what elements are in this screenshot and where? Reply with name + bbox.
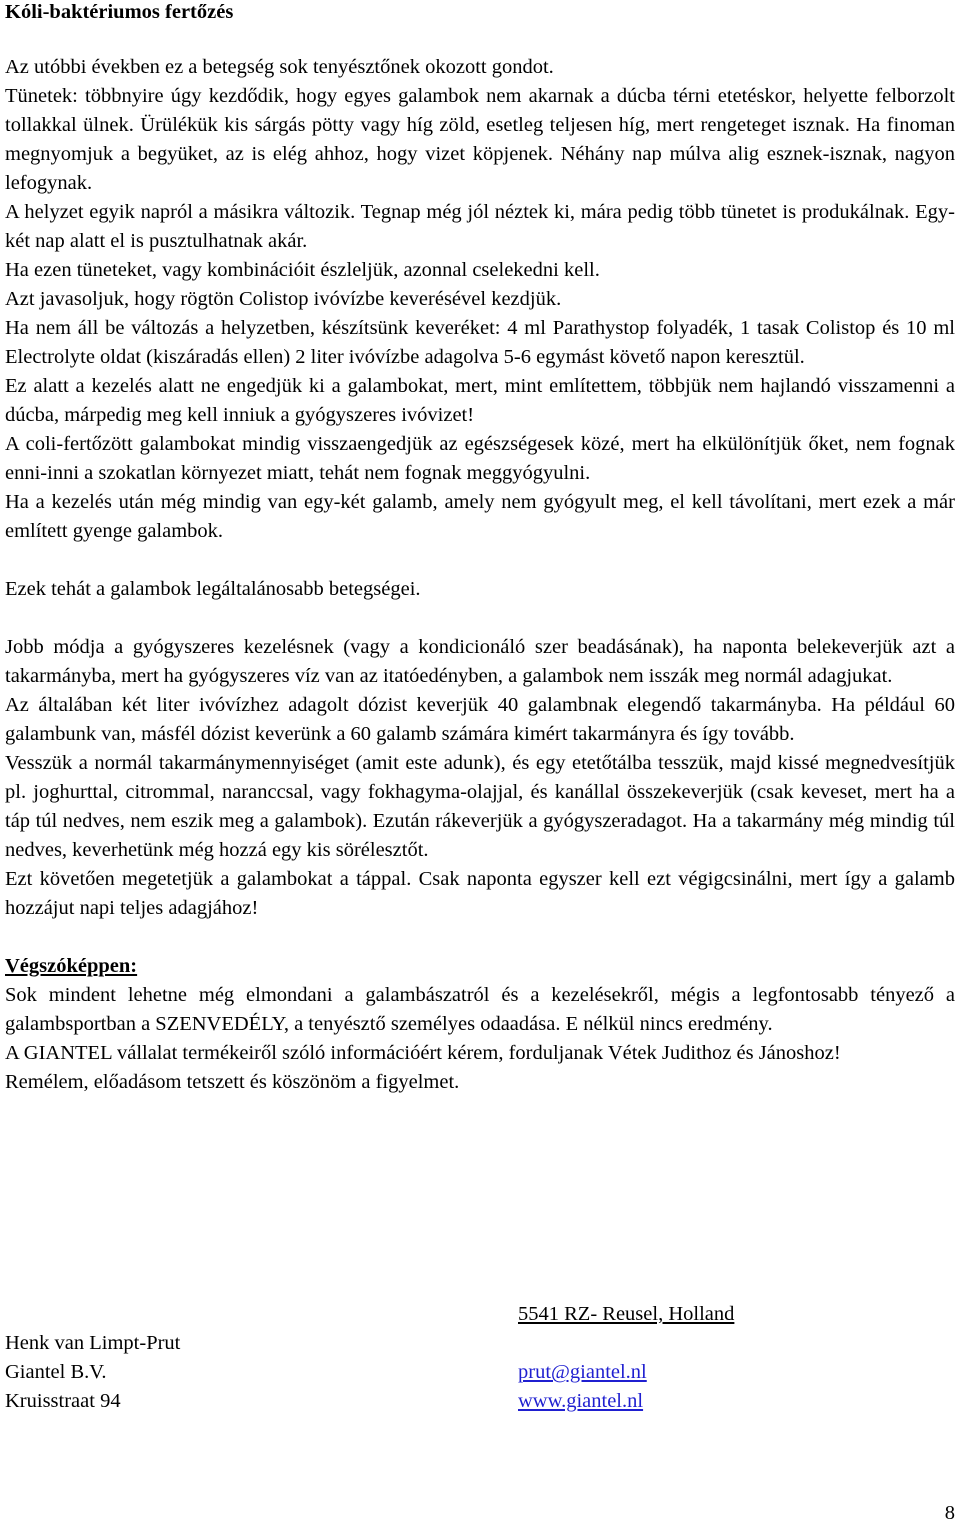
summary-paragraph: Ezek tehát a galambok legáltalánosabb betegségei. bbox=[5, 578, 421, 600]
company-name: Giantel B.V. bbox=[5, 1361, 107, 1383]
paragraph: Ha a kezelés után még mindig van egy-két galamb, amely nem gyógyult meg, el kell távolítani, mert ezek a már említett gyenge galambok. bbox=[5, 491, 955, 542]
paragraph: Ezt követően megetetjük a galambokat a táppal. Csak naponta egyszer kell ezt végigcsinálni, mert így a galamb hozzájut napi teljes adagjához! bbox=[5, 868, 955, 919]
email-link[interactable]: prut@giantel.nl bbox=[518, 1361, 647, 1383]
closing-heading: Végszóképpen: bbox=[5, 955, 138, 977]
paragraph: Vesszük a normál takarmánymennyiséget (amit este adunk), és egy etetőtálba tesszük, majd kissé megnedvesítjük pl. joghurttal, citrommal, naranccsal, vagy fokhagyma-olajjal, és kanállal összekeverjük (csak keveset, mert ha a táp túl nedves, nem eszik meg a galambok). Ezután rákeverjük a gyógyszeradagot. Ha a takarmány még mindig túl nedves, keverhetünk még hozzá egy kis sörélesztőt. bbox=[5, 752, 955, 861]
paragraph: A coli-fertőzött galambokat mindig visszaengedjük az egészségesek közé, mert ha elkülönítjük őket, nem fognak enni-inni a szokatlan környezet miatt, tehát nem fognak meggyógyulni. bbox=[5, 433, 955, 484]
paragraph: Jobb módja a gyógyszeres kezelésnek (vagy a kondicionáló szer beadásának), ha naponta belekeverjük azt a takarmányba, mert ha gyógyszeres víz van az itatóedényben, a galambok nem isszák meg normál adagjukat. bbox=[5, 636, 955, 687]
paragraph: Az utóbbi években ez a betegség sok tenyésztőnek okozott gondot. bbox=[5, 56, 554, 78]
postal-address: 5541 RZ- Reusel, Holland bbox=[518, 1303, 735, 1325]
paragraph: Azt javasoljuk, hogy rögtön Colistop ivóvízbe keverésével kezdjük. bbox=[5, 288, 562, 310]
contact-name: Henk van Limpt-Prut bbox=[5, 1332, 181, 1354]
paragraph: Remélem, előadásom tetszett és köszönöm a figyelmet. bbox=[5, 1071, 460, 1093]
website-link[interactable]: www.giantel.nl bbox=[518, 1390, 644, 1412]
paragraph: Ha ezen tüneteket, vagy kombinációit észleljük, azonnal cselekedni kell. bbox=[5, 259, 600, 281]
paragraph: Ha nem áll be változás a helyzetben, készítsünk keveréket: 4 ml Parathystop folyadék, 1 tasak Colistop és 10 ml Electrolyte oldat (kiszáradás ellen) 2 liter ivóvízbe adagolva 5-6 egymást követő napon keresztül. bbox=[5, 317, 955, 368]
paragraph: Az általában két liter ivóvízhez adagolt dózist keverjük 40 galambnak elegendő takarmányba. Ha például 60 galambunk van, másfél dózist keverünk a 60 galamb számára kimért takarmányra és így tovább. bbox=[5, 694, 955, 745]
paragraph: Ez alatt a kezelés alatt ne engedjük ki a galambokat, mert, mint említettem, többjük nem hajlandó visszamenni a dúcba, márpedig meg kell inniuk a gyógyszeres ivóvizet! bbox=[5, 375, 955, 426]
paragraph: Sok mindent lehetne még elmondani a galambászatról és a kezelésekről, mégis a legfontosabb tényező a galambsportban a SZENVEDÉLY, a tenyésztő személyes odaadása. E nélkül nincs eredmény. bbox=[5, 984, 955, 1035]
page-number: 8 bbox=[944, 1502, 955, 1524]
page-title: Kóli-baktériumos fertőzés bbox=[5, 1, 234, 23]
coli-section bbox=[5, 53, 955, 1097]
paragraph: A GIANTEL vállalat termékeiről szóló információért kérem, forduljanak Vétek Judithoz és Jánoshoz! bbox=[5, 1042, 841, 1064]
contact-block bbox=[5, 1300, 955, 1416]
street-address: Kruisstraat 94 bbox=[5, 1390, 121, 1412]
paragraph: A helyzet egyik napról a másikra változik. Tegnap még jól néztek ki, mára pedig több tünetet is produkálnak. Egy-két nap alatt el is pusztulhatnak akár. bbox=[5, 201, 955, 252]
paragraph: Tünetek: többnyire úgy kezdődik, hogy egyes galambok nem akarnak a dúcba térni etetéskor, helyette felborzolt tollakkal ülnek. Ürülékük kis sárgás pötty vagy híg zöld, esetleg teljesen híg, mert rengeteget isznak. Ha finoman megnyomjuk a begyüket, az is elég ahhoz, hogy vizet köpjenek. Néhány nap múlva alig esznek-isznak, nagyon lefogynak. bbox=[5, 85, 955, 194]
